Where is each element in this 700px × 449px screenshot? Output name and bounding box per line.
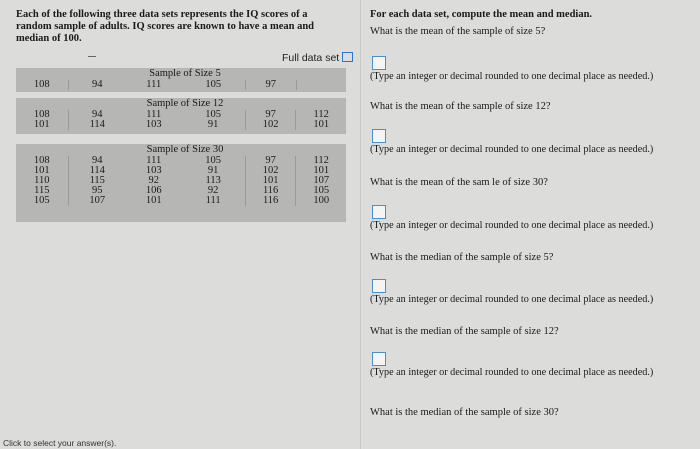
table-row [16, 176, 346, 186]
answer-box-median-5[interactable] [372, 279, 386, 293]
table-cell: 105 [205, 155, 222, 166]
table-cell: 91 [207, 165, 219, 176]
sample5-table [16, 80, 346, 90]
table-cell: 92 [207, 185, 219, 196]
question-mean-12: What is the mean of the sample of size 12? [370, 101, 551, 112]
sample30-table [16, 156, 346, 206]
table-cell: 97 [246, 80, 297, 90]
table-cell: 105 [205, 109, 222, 120]
table-cell: 101 [245, 176, 296, 186]
table-row [16, 186, 346, 196]
hint-median-12: (Type an integer or decimal rounded to one decimal place as needed.) [370, 367, 654, 378]
table-cell: 111 [146, 109, 162, 120]
table-cell: 107 [68, 196, 126, 206]
table-cell: 100 [296, 196, 346, 206]
table-cell [296, 80, 346, 90]
table-row [16, 166, 346, 176]
table-cell: 112 [296, 156, 346, 166]
question-mean-30: What is the mean of the sam le of size 30? [370, 177, 548, 188]
table-cell: 95 [68, 186, 126, 196]
table-cell: 111 [146, 79, 162, 90]
table-cell: 92 [148, 175, 159, 186]
question-median-5: What is the median of the sample of size 5? [370, 252, 554, 263]
table-cell: 101 [296, 120, 346, 130]
table-cell: 115 [68, 176, 126, 186]
table-row [16, 80, 346, 90]
table-cell: 112 [296, 110, 346, 120]
table-row [16, 120, 346, 130]
table-cell: 105 [33, 195, 50, 206]
problem-intro: Each of the following three data sets represents the IQ scores of a random sample of adults. IQ scores are known to have a mean and median of 100. [16, 9, 315, 44]
hint-median-5: (Type an integer or decimal rounded to one decimal place as needed.) [370, 294, 654, 305]
table-cell: 91 [207, 119, 219, 130]
question-median-30: What is the median of the sample of size 30? [370, 407, 559, 418]
answer-box-median-12[interactable] [372, 352, 386, 366]
table-row [16, 156, 346, 166]
table-cell: 111 [205, 195, 221, 206]
table-cell: 108 [33, 109, 50, 120]
table-cell: 116 [245, 196, 296, 206]
sample12-caption: Sample of Size 12 [146, 98, 224, 109]
table-cell: 114 [68, 120, 126, 130]
table-cell: 101 [33, 165, 50, 176]
table-cell: 113 [205, 175, 221, 186]
table-cell: 94 [68, 80, 126, 90]
minimize-dash [88, 56, 96, 57]
table-cell: 101 [296, 166, 346, 176]
table-cell: 97 [245, 156, 296, 166]
instruction-text: For each data set, compute the mean and median. [370, 9, 593, 20]
full-data-set-link[interactable]: Full data set [282, 52, 353, 64]
table-cell: 116 [245, 186, 296, 196]
table-cell: 101 [145, 195, 162, 206]
table-cell: 115 [34, 185, 50, 196]
sample30-caption: Sample of Size 30 [146, 144, 224, 155]
table-cell: 111 [146, 155, 162, 166]
hint-mean-12: (Type an integer or decimal rounded to one decimal place as needed.) [370, 144, 654, 155]
hint-mean-5: (Type an integer or decimal rounded to one decimal place as needed.) [370, 71, 654, 82]
table-cell: 101 [33, 119, 50, 130]
table-cell: 103 [145, 119, 162, 130]
table-cell: 106 [145, 185, 162, 196]
table-row [16, 110, 346, 120]
table-cell: 107 [296, 176, 346, 186]
table-cell: 94 [68, 110, 126, 120]
table-row [16, 196, 346, 206]
hint-mean-30: (Type an integer or decimal rounded to one decimal place as needed.) [370, 220, 654, 231]
table-cell: 103 [145, 165, 162, 176]
table-cell: 94 [68, 156, 126, 166]
table-cell: 108 [33, 155, 50, 166]
table-cell: 105 [296, 186, 346, 196]
popup-icon[interactable] [342, 52, 353, 62]
sample5-caption: Sample of Size 5 [149, 68, 221, 79]
question-mean-5: What is the mean of the sample of size 5? [370, 26, 546, 37]
question-median-12: What is the median of the sample of size 12? [370, 326, 559, 337]
answer-box-mean-5[interactable] [372, 56, 386, 70]
table-cell: 97 [245, 110, 296, 120]
answer-box-mean-12[interactable] [372, 129, 386, 143]
table-cell: 102 [245, 166, 296, 176]
answer-box-mean-30[interactable] [372, 205, 386, 219]
table-cell: 108 [33, 79, 50, 90]
table-cell: 110 [34, 175, 50, 186]
sample12-table [16, 110, 346, 130]
panel-divider [360, 0, 361, 449]
status-footer: Click to select your answer(s). [3, 438, 117, 448]
table-cell: 105 [205, 79, 222, 90]
table-cell: 114 [68, 166, 126, 176]
table-cell: 102 [245, 120, 296, 130]
